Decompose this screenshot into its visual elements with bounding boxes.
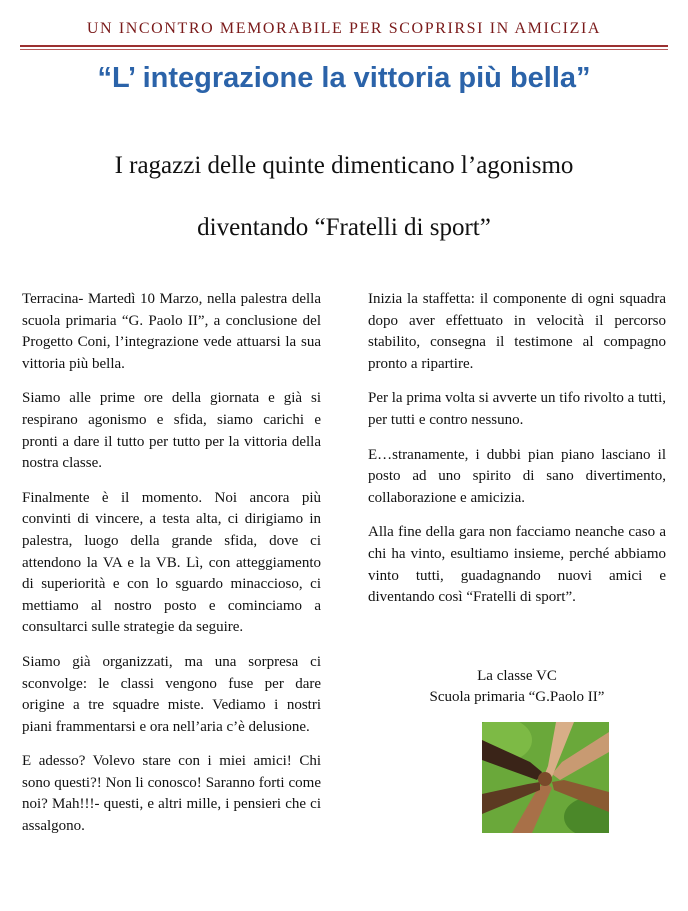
signature-school: Scuola primaria “G.Paolo II”: [429, 689, 605, 705]
subtitle-line-2: diventando “Fratelli di sport”: [197, 214, 491, 241]
paragraph: Siamo alle prime ore della giornata e già si respirano agonismo e sfida, siamo carichi e pronti a dare il tutto per tutto per la vittoria della nostra classe.: [22, 390, 321, 472]
paragraph: E…stranamente, i dubbi pian piano lasciano il posto ad uno spirito di sano divertimento, collaborazione e amicizia.: [368, 446, 666, 506]
paragraph: E adesso? Volevo stare con i miei amici! Chi sono questi?! Non li conosco! Saranno forti come noi? Mah!!!- questi, e altri mille, i pensieri che ci assalgono.: [22, 753, 321, 835]
right-column: [368, 289, 666, 622]
paragraph: Siamo già organizzati, ma una sorpresa ci sconvolge: le classi vengono fuse per dare origine a tre squadre miste. Vediamo i nostri piani frammentarsi e ora nell’aria c’è delusione.: [22, 653, 321, 735]
headline: “L’ integrazione la vittoria più bella”: [97, 62, 591, 94]
left-column: [22, 289, 321, 851]
paragraph: Terracina- Martedì 10 Marzo, nella palestra della scuola primaria “G. Paolo II”, a conclusione del Progetto Coni, l’integrazione vede attuarsi la sua vittoria più bella.: [22, 291, 321, 372]
paragraph: Per la prima volta si avverte un tifo rivolto a tutti, per tutti e contro nessuno.: [368, 390, 666, 428]
kicker-heading: UN INCONTRO MEMORABILE PER SCOPRIRSI IN AMICIZIA: [86, 20, 602, 37]
header-rule-thin: [20, 49, 668, 50]
paragraph: Alla fine della gara non facciamo neanche caso a chi ha vinto, esultiamo insieme, perché abbiamo vinto tutti, guadagnando nuovi amici e diventando così “Fratelli di sport”.: [368, 524, 666, 606]
paragraph: Finalmente è il momento. Noi ancora più convinti di vincere, a testa alta, ci dirigiamo in palestra, luogo della grande sfida, dove ci attendono la VA e la VB. Lì, con atteggiamento di superiorità e con lo sguardo minaccioso, ci mettiamo al nostro posto e cominciamo a consultarci sulle strategie da seguire.: [22, 489, 321, 636]
header-rule: [20, 45, 668, 47]
subtitle-line-1: I ragazzi delle quinte dimenticano l’agonismo: [114, 152, 574, 179]
paragraph: Inizia la staffetta: il componente di ogni squadra dopo aver effettuato in velocità il percorso stabilito, consegna il testimone al compagno pronto a ripartire.: [368, 291, 666, 372]
joined-hands-photo: [482, 722, 609, 833]
signature-class: La classe VC: [477, 668, 557, 684]
